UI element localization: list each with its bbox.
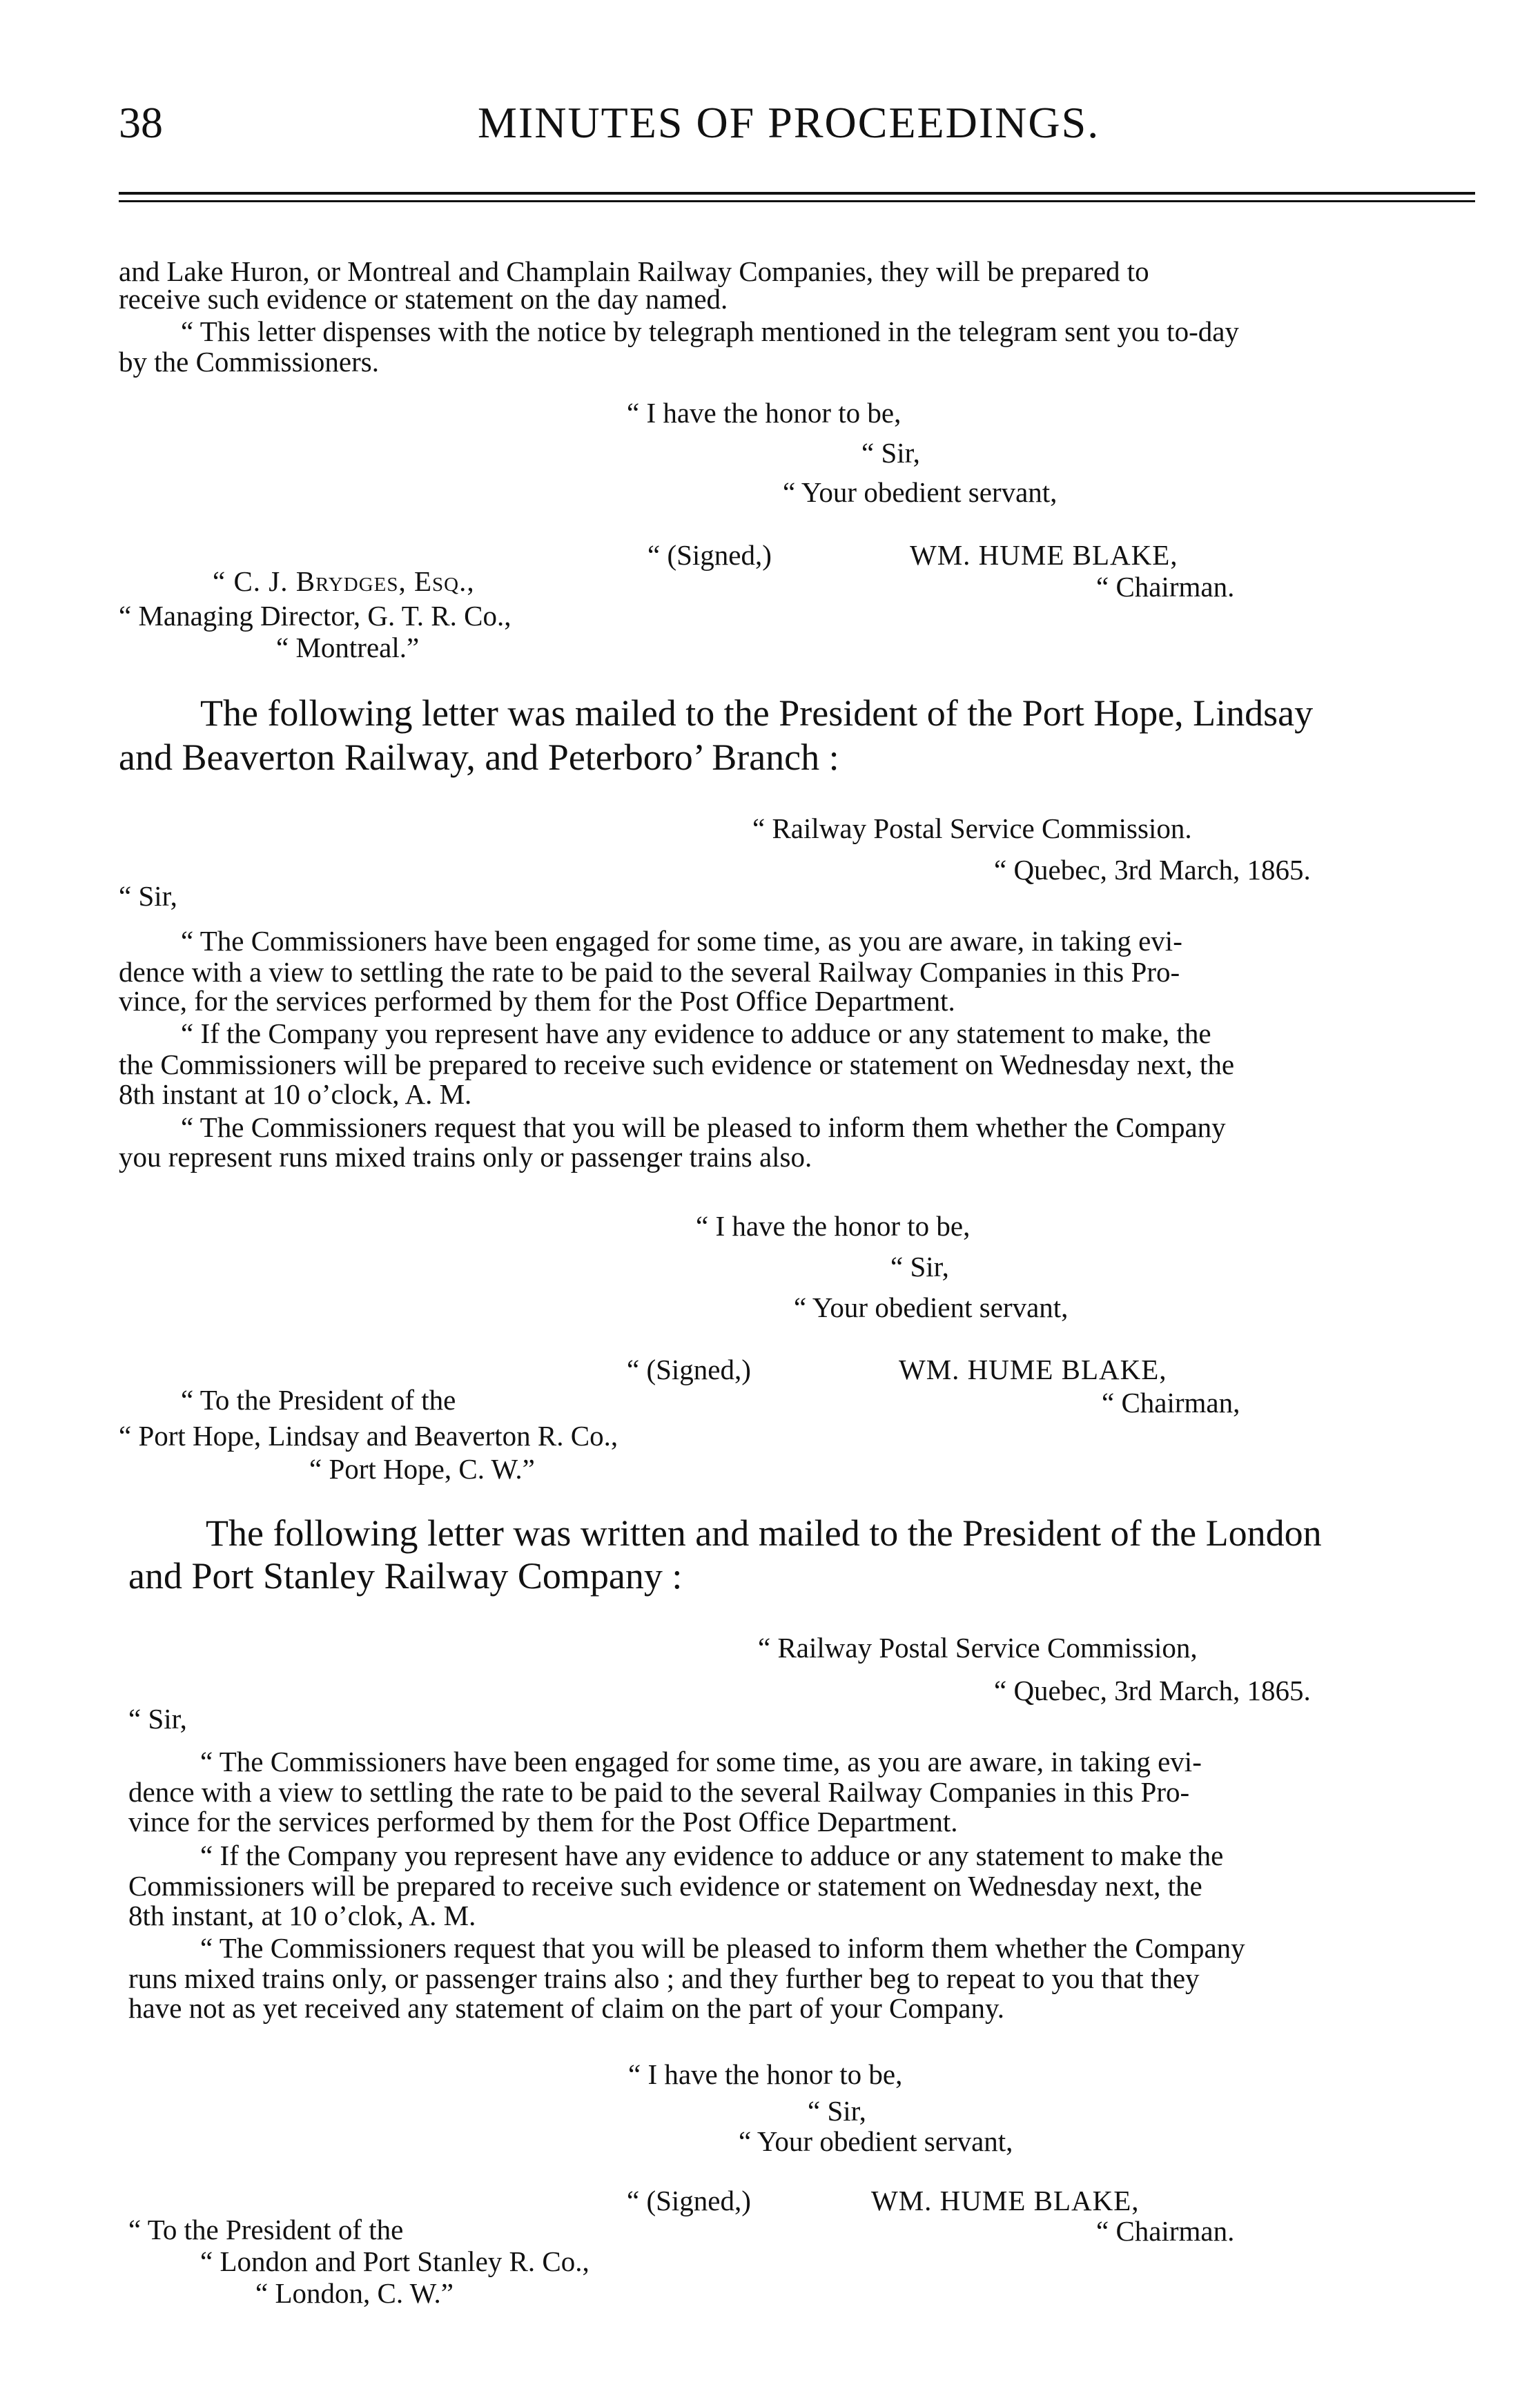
signer-title: “ Chairman, (1102, 1387, 1240, 1419)
letter-salutation: “ Sir, (119, 880, 177, 912)
page-number: 38 (119, 98, 163, 147)
address-line: “ London and Port Stanley R. Co., (200, 2245, 589, 2277)
header-rule-thick (119, 192, 1475, 195)
address-line: “ Port Hope, Lindsay and Beaverton R. Co., (119, 1420, 618, 1452)
closing-line: “ I have the honor to be, (627, 397, 901, 429)
body-line: receive such evidence or statement on the day named. (119, 283, 728, 315)
letter-place: “ Railway Postal Service Commission. (752, 812, 1192, 844)
body-line: and Lake Huron, or Montreal and Champlain Railway Companies, they will be prepared to (119, 255, 1149, 287)
signed-label: “ (Signed,) (627, 1354, 751, 1385)
address-line: “ Montreal.” (276, 632, 420, 663)
closing-line: “ Your obedient servant, (783, 476, 1057, 508)
body-line: have not as yet received any statement of claim on the part of your Company. (128, 1992, 1005, 2024)
body-line: you represent runs mixed trains only or passenger trains also. (119, 1141, 812, 1173)
signer-name: WM. HUME BLAKE, (871, 2185, 1140, 2216)
address-line: “ C. J. Brydges, Esq., (213, 565, 475, 597)
closing-line: “ I have the honor to be, (628, 2058, 903, 2090)
closing-line: “ Sir, (861, 437, 920, 469)
signed-label: “ (Signed,) (627, 2185, 751, 2216)
body-line: “ If the Company you represent have any evidence to adduce or any statement to make, the (181, 1017, 1211, 1049)
letter-date: “ Quebec, 3rd March, 1865. (994, 854, 1311, 886)
body-line: vince for the services performed by them for the Post Office Department. (128, 1806, 958, 1838)
letter-intro: and Beaverton Railway, and Peterboro’ Branch : (119, 737, 839, 778)
body-line: dence with a view to settling the rate to be paid to the several Railway Companies in this Pro- (128, 1776, 1190, 1808)
body-line: the Commissioners will be prepared to receive such evidence or statement on Wednesday next, the (119, 1049, 1235, 1080)
letter-salutation: “ Sir, (128, 1703, 187, 1735)
body-line: vince, for the services performed by them for the Post Office Department. (119, 985, 955, 1017)
body-line: 8th instant at 10 o’clock, A. M. (119, 1078, 472, 1110)
letter-intro: and Port Stanley Railway Company : (128, 1555, 683, 1597)
address-line: “ To the President of the (128, 2214, 404, 2245)
letter-date: “ Quebec, 3rd March, 1865. (994, 1675, 1311, 1706)
signer-title: “ Chairman. (1096, 571, 1235, 603)
address-line: “ London, C. W.” (255, 2277, 454, 2309)
address-line: “ To the President of the (181, 1384, 456, 1416)
signer-name: WM. HUME BLAKE, (899, 1354, 1167, 1385)
letter-intro: The following letter was written and mailed to the President of the London (206, 1512, 1322, 1554)
signer-name: WM. HUME BLAKE, (910, 539, 1178, 571)
address-line: “ Port Hope, C. W.” (309, 1453, 535, 1485)
page-title: MINUTES OF PROCEEDINGS. (478, 98, 1100, 147)
header-rule-thin (119, 200, 1475, 202)
body-line: Commissioners will be prepared to receive such evidence or statement on Wednesday next, the (128, 1870, 1202, 1902)
signer-title: “ Chairman. (1096, 2215, 1235, 2247)
body-line: “ The Commissioners request that you will be pleased to inform them whether the Company (181, 1111, 1226, 1143)
body-line: 8th instant, at 10 o’clok, A. M. (128, 1900, 476, 1931)
body-line: “ This letter dispenses with the notice by telegraph mentioned in the telegram sent you to-day (181, 315, 1239, 347)
closing-line: “ Sir, (890, 1251, 949, 1283)
body-line: “ The Commissioners request that you will be pleased to inform them whether the Company (200, 1932, 1245, 1964)
address-line: “ Managing Director, G. T. R. Co., (119, 600, 511, 632)
closing-line: “ Your obedient servant, (794, 1291, 1069, 1323)
body-line: runs mixed trains only, or passenger trains also ; and they further beg to repeat to you that they (128, 1962, 1200, 1994)
signed-label: “ (Signed,) (647, 539, 772, 571)
letter-place: “ Railway Postal Service Commission, (758, 1632, 1198, 1664)
body-line: “ The Commissioners have been engaged for some time, as you are aware, in taking evi- (200, 1746, 1202, 1777)
letter-intro: The following letter was mailed to the President of the Port Hope, Lindsay (200, 692, 1314, 734)
closing-line: “ Sir, (808, 2095, 866, 2127)
body-line: by the Commissioners. (119, 346, 379, 378)
closing-line: “ I have the honor to be, (696, 1210, 971, 1242)
body-line: “ The Commissioners have been engaged for some time, as you are aware, in taking evi- (181, 925, 1182, 957)
body-line: dence with a view to settling the rate to be paid to the several Railway Companies in this Pro- (119, 956, 1180, 988)
body-line: “ If the Company you represent have any evidence to adduce or any statement to make the (200, 1840, 1224, 1871)
closing-line: “ Your obedient servant, (739, 2125, 1013, 2157)
